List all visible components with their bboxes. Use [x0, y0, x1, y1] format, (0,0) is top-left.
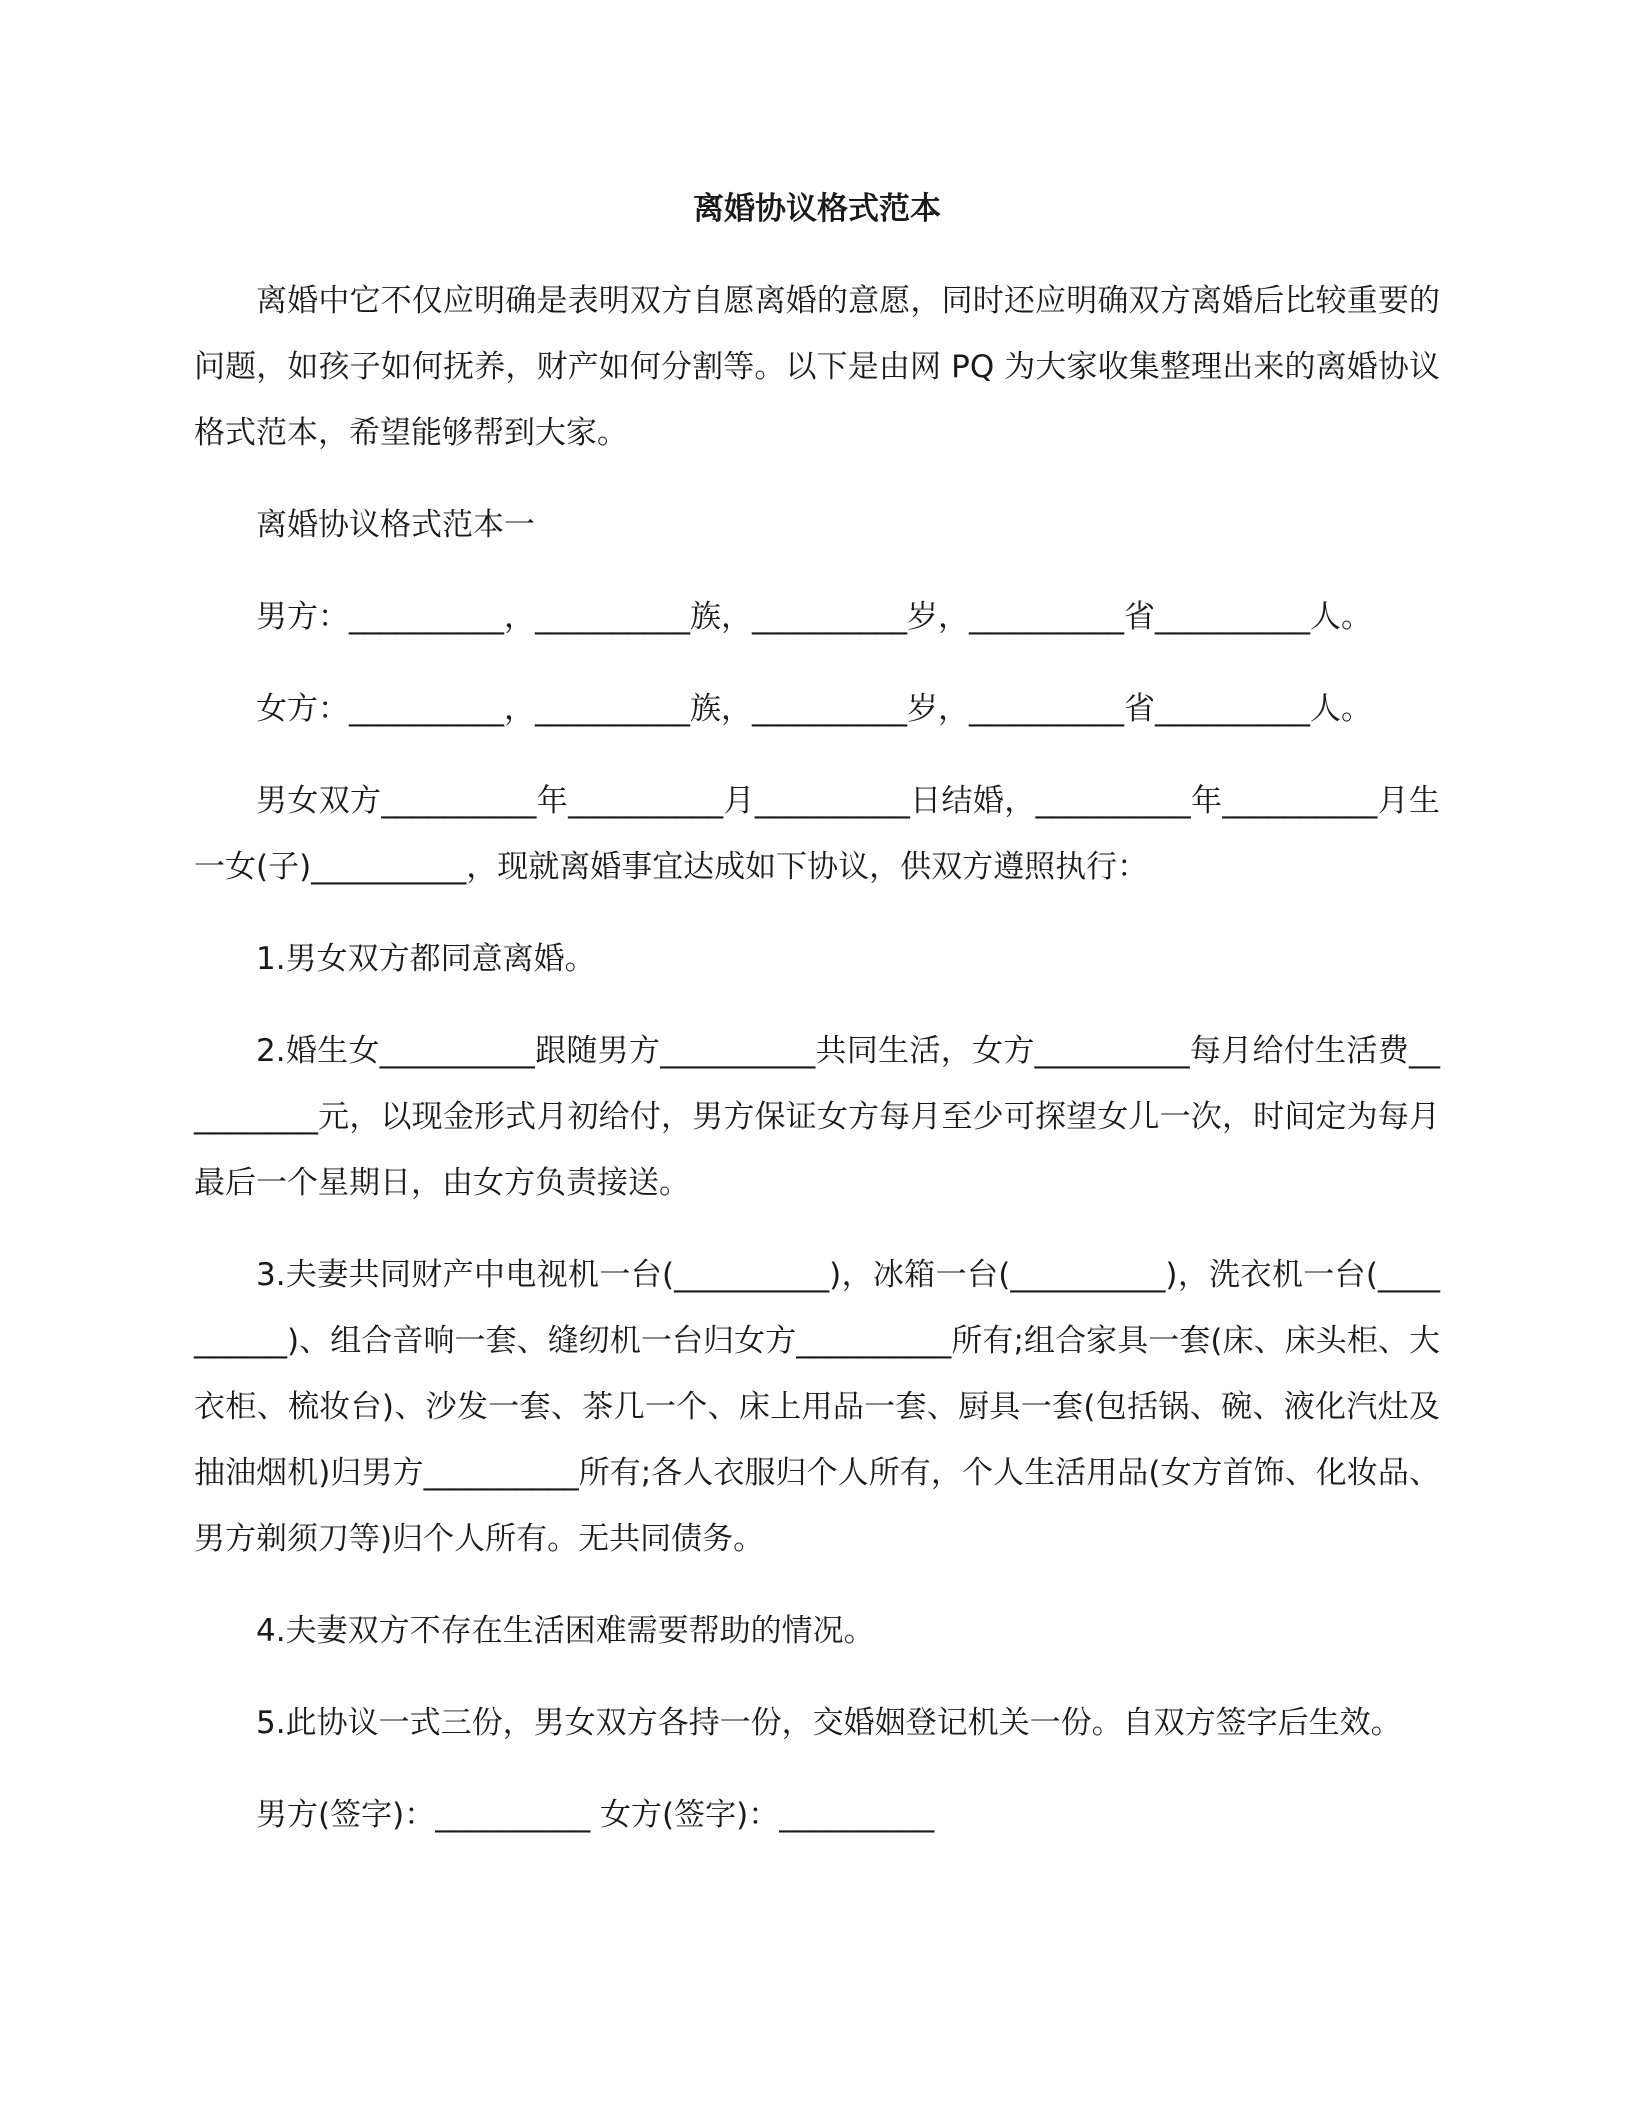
signature-line: 男方(签字)：__________ 女方(签字)：__________ — [256, 1797, 935, 1833]
clause-2: 2.婚生女__________跟随男方__________共同生活，女方__________每月给付生活费__________元，以现金形式月初给付，男方保证女方每月至少可探望女儿一次，时间定为每月最后一个星期日，由女方负责接送。 — [194, 1033, 1440, 1201]
document-title: 离婚协议格式范本 — [693, 191, 941, 227]
marriage-statement: 男女双方__________年__________月__________日结婚，__________年__________月生一女(子)__________，现就离婚事宜达成如下协议，供双方遵照执行： — [194, 783, 1440, 885]
husband-info: 男方：__________，__________族，__________岁，__________省__________人。 — [256, 599, 1372, 635]
section-heading: 离婚协议格式范本一 — [256, 507, 535, 543]
document-body — [194, 186, 1440, 1874]
clause-5: 5.此协议一式三份，男女双方各持一份，交婚姻登记机关一份。自双方签字后生效。 — [256, 1705, 1402, 1741]
wife-info: 女方：__________，__________族，__________岁，__________省__________人。 — [256, 691, 1372, 727]
intro-paragraph: 离婚中它不仅应明确是表明双方自愿离婚的意愿，同时还应明确双方离婚后比较重要的问题，如孩子如何抚养，财产如何分割等。以下是由网 PQ 为大家收集整理出来的离婚协议格式范本，希望能够帮到大家。 — [194, 283, 1440, 451]
clause-1: 1.男女双方都同意离婚。 — [256, 941, 596, 977]
clause-4: 4.夫妻双方不存在生活困难需要帮助的情况。 — [256, 1613, 875, 1649]
clause-3: 3.夫妻共同财产中电视机一台(__________)，冰箱一台(__________)，洗衣机一台(__________)、组合音响一套、缝纫机一台归女方__________所有;组合家具一套(床、床头柜、大衣柜、梳妆台)、沙发一套、茶几一个、床上用品一套、厨具一套(包括锅、碗、液化汽灶及抽油烟机)归男方__________所有;各人衣服归个人所有，个人生活用品(女方首饰、化妆品、男方剃须刀等)归个人所有。无共同债务。 — [194, 1257, 1440, 1557]
